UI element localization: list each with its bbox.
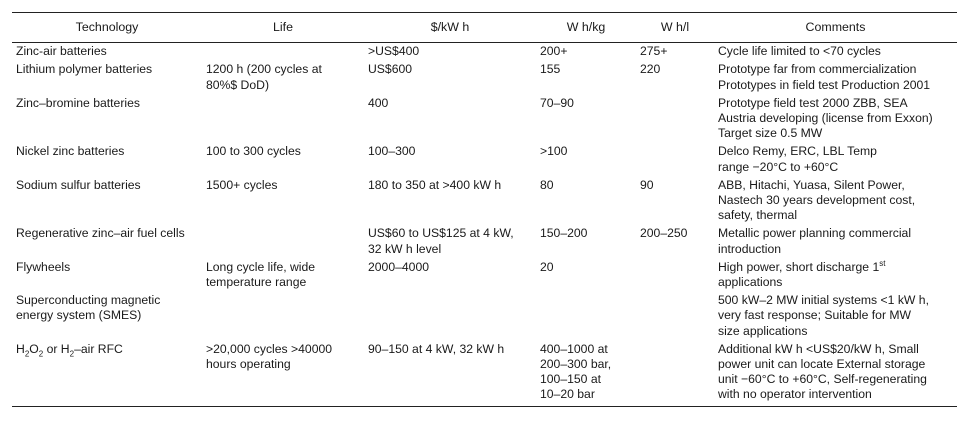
header-cost: $/kW h bbox=[430, 20, 470, 34]
wh-per-kg-cell: >100 bbox=[540, 144, 568, 159]
wh-per-kg-cell bbox=[536, 293, 636, 342]
comments-cell: High power, short discharge 1st applications bbox=[718, 259, 886, 290]
wh-per-kg-cell: 400–1000 at 200–300 bar, 100–150 at 10–20 bar bbox=[540, 341, 612, 402]
wh-per-l-cell: 200–250 bbox=[640, 226, 688, 241]
cost-cell: 2000–4000 bbox=[368, 259, 430, 274]
table-header bbox=[12, 13, 957, 43]
technology-cell: Sodium sulfur batteries bbox=[16, 177, 141, 192]
comments-cell: ABB, Hitachi, Yuasa, Silent Power, Nastech 30 years development cost, safety, thermal bbox=[718, 177, 916, 223]
cost-cell: US$60 to US$125 at 4 kW, 32 kW h level bbox=[368, 226, 514, 256]
comments-cell: Additional kW h <US$20/kW h, Small power unit can locate External storage unit −60°C to +60°C, Self-regenerating with no operator intervention bbox=[718, 341, 927, 402]
header-row bbox=[12, 13, 957, 43]
header-wh-per-l: W h/l bbox=[660, 20, 690, 34]
life-cell bbox=[202, 226, 364, 259]
comments-cell: Delco Remy, ERC, LBL Temp range −20°C to +60°C bbox=[718, 144, 877, 174]
life-cell bbox=[202, 43, 364, 63]
comments-cell: Prototype far from commercialization Prototypes in field test Production 2001 bbox=[718, 62, 931, 92]
wh-per-kg-cell: 80 bbox=[540, 177, 554, 192]
wh-per-l-cell: 275+ bbox=[640, 44, 668, 59]
table-row bbox=[12, 43, 957, 63]
technology-cell: Flywheels bbox=[16, 259, 71, 274]
wh-per-l-cell bbox=[636, 144, 714, 177]
life-cell: 1500+ cycles bbox=[206, 177, 278, 192]
wh-per-kg-cell: 70–90 bbox=[540, 95, 574, 110]
wh-per-l-cell bbox=[636, 260, 714, 293]
wh-per-kg-cell: 150–200 bbox=[540, 226, 588, 241]
cost-cell: US$600 bbox=[368, 62, 413, 77]
wh-per-l-cell: 220 bbox=[640, 62, 661, 77]
technology-cell: Lithium polymer batteries bbox=[16, 62, 153, 77]
life-cell: >20,000 cycles >40000 hours operating bbox=[206, 341, 333, 372]
table-row bbox=[12, 260, 957, 293]
cost-cell: >US$400 bbox=[368, 44, 420, 59]
wh-per-kg-cell: 155 bbox=[540, 62, 561, 77]
comments-cell: Prototype field test 2000 ZBB, SEA Austria developing (license from Exxon) Target size 0.5 MW bbox=[718, 95, 933, 141]
header-wh-per-kg: W h/kg bbox=[566, 20, 606, 34]
technology-cell: Superconducting magnetic energy system (SMES) bbox=[16, 293, 161, 323]
energy-storage-table-container bbox=[12, 12, 957, 407]
wh-per-kg-cell: 20 bbox=[540, 259, 554, 274]
technology-cell: Regenerative zinc–air fuel cells bbox=[16, 226, 185, 241]
comments-cell: Metallic power planning commercial introduction bbox=[718, 226, 912, 256]
table-row bbox=[12, 144, 957, 177]
wh-per-l-cell bbox=[636, 342, 714, 406]
life-cell: Long cycle life, wide temperature range bbox=[206, 259, 316, 290]
energy-storage-table bbox=[12, 12, 957, 407]
table-body bbox=[12, 43, 957, 406]
wh-per-l-cell bbox=[636, 293, 714, 342]
table-row bbox=[12, 96, 957, 145]
wh-per-l-cell: 90 bbox=[640, 177, 654, 192]
cost-cell: 100–300 bbox=[368, 144, 416, 159]
header-technology: Technology bbox=[75, 20, 139, 34]
table-row bbox=[12, 342, 957, 406]
technology-cell: Nickel zinc batteries bbox=[16, 144, 125, 159]
cost-cell: 180 to 350 at >400 kW h bbox=[368, 177, 502, 192]
wh-per-kg-cell: 200+ bbox=[540, 44, 568, 59]
table-row bbox=[12, 62, 957, 95]
comments-cell: 500 kW–2 MW initial systems <1 kW h, very fast response; Suitable for MW size applications bbox=[718, 293, 929, 338]
cost-cell: 90–150 at 4 kW, 32 kW h bbox=[368, 341, 505, 356]
wh-per-l-cell bbox=[636, 96, 714, 145]
header-life: Life bbox=[273, 20, 293, 34]
header-comments: Comments bbox=[805, 20, 866, 34]
table-row bbox=[12, 226, 957, 259]
table-row bbox=[12, 178, 957, 227]
technology-cell: $H_2O_2$ or $H_2$–air RFC bbox=[16, 341, 123, 359]
life-cell: 100 to 300 cycles bbox=[206, 144, 301, 159]
life-cell: 1200 h (200 cycles at 80%$ DoD) bbox=[206, 62, 322, 92]
cost-cell bbox=[364, 293, 536, 342]
table-row bbox=[12, 293, 957, 342]
technology-cell: Zinc–bromine batteries bbox=[16, 95, 140, 110]
cost-cell: 400 bbox=[368, 95, 389, 110]
comments-cell: Cycle life limited to <70 cycles bbox=[718, 44, 881, 59]
technology-cell: Zinc-air batteries bbox=[16, 44, 107, 59]
life-cell bbox=[202, 96, 364, 145]
life-cell bbox=[202, 293, 364, 342]
